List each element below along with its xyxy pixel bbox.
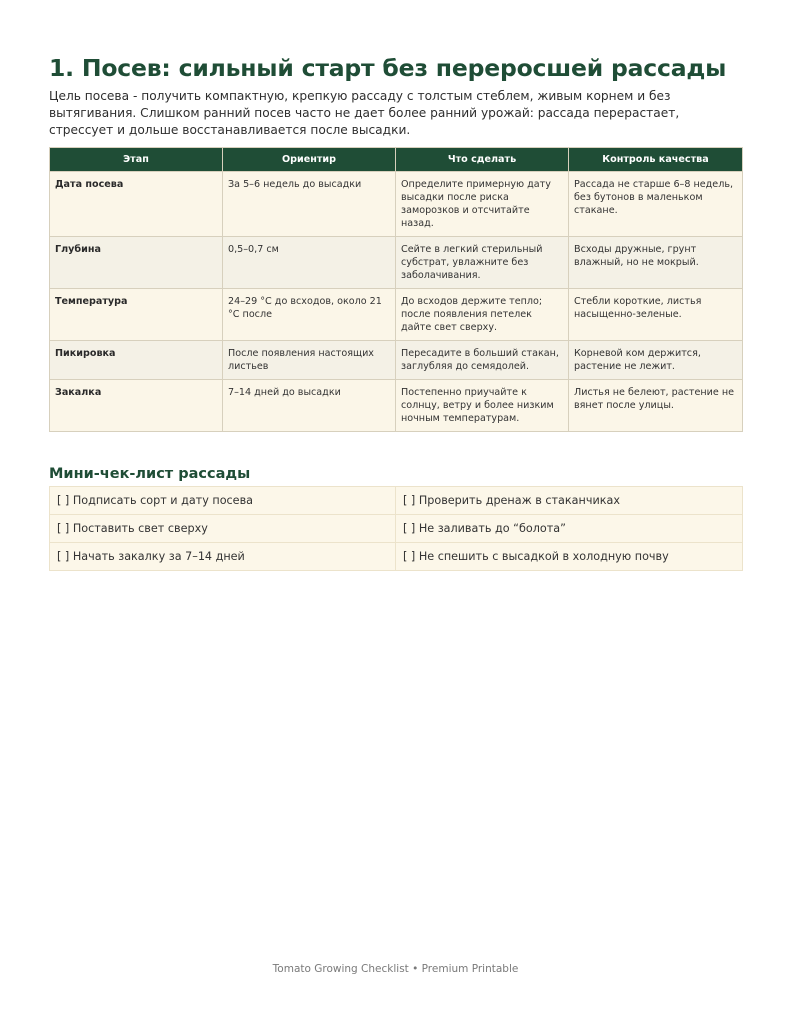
checklist-item[interactable]: [ ] Не спешить с высадкой в холодную почву bbox=[396, 543, 743, 571]
sowing-stages-table bbox=[49, 147, 743, 432]
checklist-row bbox=[50, 543, 743, 571]
guideline-cell: 24–29 °C до всходов, около 21 °C после bbox=[223, 289, 396, 341]
page-title: 1. Посев: сильный старт без переросшей рассады bbox=[49, 54, 727, 82]
stage-cell: Закалка bbox=[50, 380, 223, 432]
checklist-item[interactable]: [ ] Проверить дренаж в стаканчиках bbox=[396, 487, 743, 515]
guideline-cell: 7–14 дней до высадки bbox=[223, 380, 396, 432]
action-cell: Определите примерную дату высадки после риска заморозков и отсчитайте назад. bbox=[396, 172, 569, 237]
stage-cell: Пикировка bbox=[50, 341, 223, 380]
stage-cell: Глубина bbox=[50, 237, 223, 289]
table-row bbox=[50, 289, 743, 341]
checklist-item[interactable]: [ ] Начать закалку за 7–14 дней bbox=[50, 543, 396, 571]
guideline-cell: За 5–6 недель до высадки bbox=[223, 172, 396, 237]
table-row bbox=[50, 380, 743, 432]
action-cell: Постепенно приучайте к солнцу, ветру и более низким ночным температурам. bbox=[396, 380, 569, 432]
table-header-row bbox=[50, 148, 743, 172]
column-header-stage: Этап bbox=[50, 148, 223, 172]
column-header-action: Что сделать bbox=[396, 148, 569, 172]
quality-check-cell: Листья не белеют, растение не вянет после улицы. bbox=[569, 380, 743, 432]
table-row bbox=[50, 172, 743, 237]
quality-check-cell: Всходы дружные, грунт влажный, но не мокрый. bbox=[569, 237, 743, 289]
table-row bbox=[50, 341, 743, 380]
column-header-quality-check: Контроль качества bbox=[569, 148, 743, 172]
checklist-item[interactable]: [ ] Поставить свет сверху bbox=[50, 515, 396, 543]
quality-check-cell: Рассада не старше 6–8 недель, без бутонов в маленьком стакане. bbox=[569, 172, 743, 237]
stage-cell: Дата посева bbox=[50, 172, 223, 237]
document-page bbox=[49, 52, 742, 571]
quality-check-cell: Корневой ком держится, растение не лежит. bbox=[569, 341, 743, 380]
checklist-row bbox=[50, 487, 743, 515]
action-cell: Пересадите в больший стакан, заглубляя до семядолей. bbox=[396, 341, 569, 380]
checklist-title: Мини-чек-лист рассады bbox=[49, 466, 251, 482]
stage-cell: Температура bbox=[50, 289, 223, 341]
table-row bbox=[50, 237, 743, 289]
action-cell: До всходов держите тепло; после появления петелек дайте свет сверху. bbox=[396, 289, 569, 341]
page-footer: Tomato Growing Checklist • Premium Printable bbox=[272, 963, 519, 975]
checklist-item[interactable]: [ ] Не заливать до “болота” bbox=[396, 515, 743, 543]
checklist-row bbox=[50, 515, 743, 543]
seedling-checklist bbox=[49, 486, 743, 571]
guideline-cell: 0,5–0,7 см bbox=[223, 237, 396, 289]
quality-check-cell: Стебли короткие, листья насыщенно-зеленые. bbox=[569, 289, 743, 341]
checklist-item[interactable]: [ ] Подписать сорт и дату посева bbox=[50, 487, 396, 515]
column-header-guideline: Ориентир bbox=[223, 148, 396, 172]
guideline-cell: После появления настоящих листьев bbox=[223, 341, 396, 380]
action-cell: Сейте в легкий стерильный субстрат, увлажните без заболачивания. bbox=[396, 237, 569, 289]
intro-paragraph: Цель посева - получить компактную, крепкую рассаду с толстым стеблем, живым корнем и без вытягивания. Слишком ранний посев часто не дает более ранний урожай: рассада перерастает, стрессует и дольше восстанавливается после высадки. bbox=[49, 89, 680, 137]
